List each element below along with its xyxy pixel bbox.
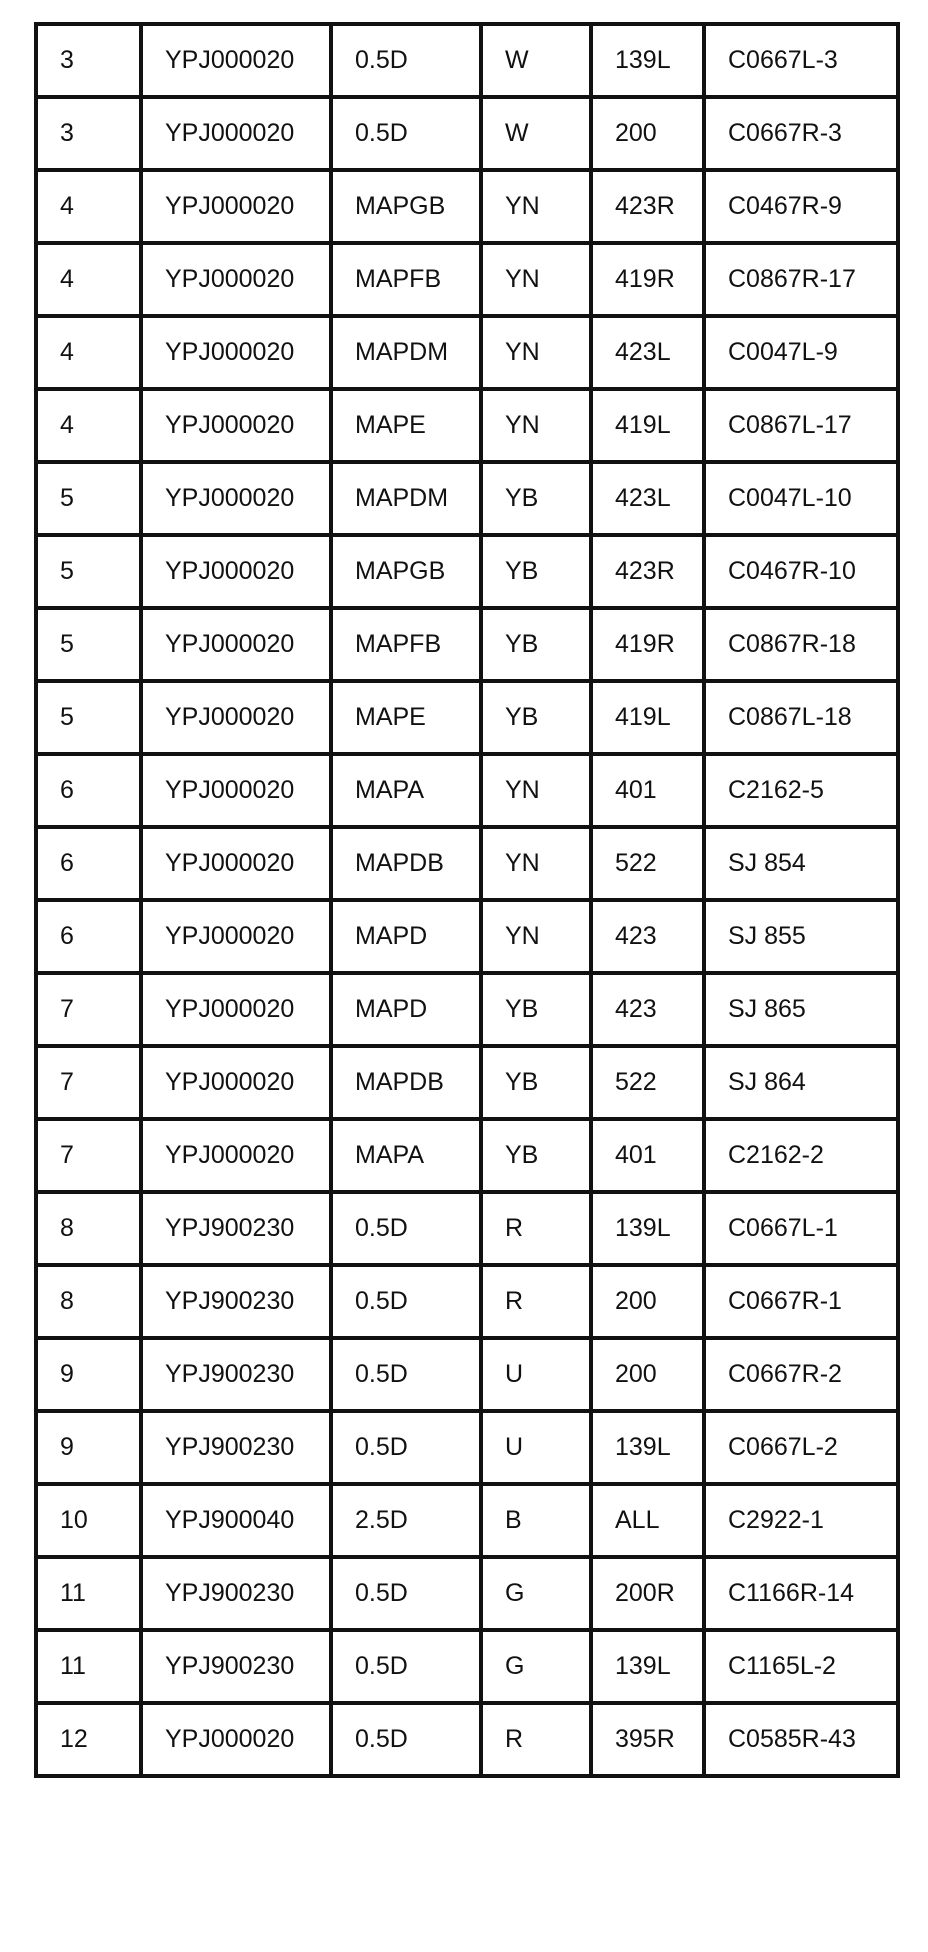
group-cell: 5 xyxy=(36,535,141,608)
type-cell: 0.5D xyxy=(331,1338,481,1411)
table-body xyxy=(36,24,898,1776)
table-row xyxy=(36,1557,898,1630)
code-cell: YB xyxy=(481,973,591,1046)
part-number-cell: YPJ000020 xyxy=(141,462,331,535)
type-cell: MAPE xyxy=(331,681,481,754)
group-cell: 9 xyxy=(36,1338,141,1411)
part-number-cell: YPJ000020 xyxy=(141,681,331,754)
size-cell: 200 xyxy=(591,1338,704,1411)
code-cell: R xyxy=(481,1265,591,1338)
table-row xyxy=(36,97,898,170)
type-cell: 0.5D xyxy=(331,1192,481,1265)
group-cell: 10 xyxy=(36,1484,141,1557)
part-number-cell: YPJ000020 xyxy=(141,24,331,97)
group-cell: 4 xyxy=(36,170,141,243)
type-cell: MAPFB xyxy=(331,608,481,681)
type-cell: MAPGB xyxy=(331,170,481,243)
group-cell: 11 xyxy=(36,1557,141,1630)
type-cell: 0.5D xyxy=(331,24,481,97)
group-cell: 4 xyxy=(36,389,141,462)
type-cell: MAPA xyxy=(331,1119,481,1192)
table-row xyxy=(36,1265,898,1338)
code-cell: YB xyxy=(481,681,591,754)
reference-cell: C0585R-43 xyxy=(704,1703,898,1776)
group-cell: 6 xyxy=(36,754,141,827)
type-cell: 0.5D xyxy=(331,1557,481,1630)
table-row xyxy=(36,1192,898,1265)
table-row xyxy=(36,754,898,827)
reference-cell: C2922-1 xyxy=(704,1484,898,1557)
code-cell: U xyxy=(481,1338,591,1411)
group-cell: 7 xyxy=(36,1119,141,1192)
part-number-cell: YPJ900230 xyxy=(141,1265,331,1338)
table-row xyxy=(36,1484,898,1557)
group-cell: 8 xyxy=(36,1192,141,1265)
group-cell: 3 xyxy=(36,97,141,170)
table-row xyxy=(36,389,898,462)
part-number-cell: YPJ000020 xyxy=(141,754,331,827)
group-cell: 3 xyxy=(36,24,141,97)
group-cell: 9 xyxy=(36,1411,141,1484)
code-cell: R xyxy=(481,1192,591,1265)
size-cell: 419L xyxy=(591,389,704,462)
part-number-cell: YPJ900040 xyxy=(141,1484,331,1557)
type-cell: 0.5D xyxy=(331,97,481,170)
size-cell: 139L xyxy=(591,1192,704,1265)
table-row xyxy=(36,1046,898,1119)
type-cell: 2.5D xyxy=(331,1484,481,1557)
part-number-cell: YPJ000020 xyxy=(141,316,331,389)
group-cell: 11 xyxy=(36,1630,141,1703)
part-number-cell: YPJ000020 xyxy=(141,535,331,608)
code-cell: YB xyxy=(481,1046,591,1119)
parts-table xyxy=(34,22,900,1778)
reference-cell: C0047L-10 xyxy=(704,462,898,535)
size-cell: 200 xyxy=(591,1265,704,1338)
part-number-cell: YPJ000020 xyxy=(141,1119,331,1192)
part-number-cell: YPJ000020 xyxy=(141,170,331,243)
size-cell: 423R xyxy=(591,170,704,243)
reference-cell: C0047L-9 xyxy=(704,316,898,389)
size-cell: 419R xyxy=(591,608,704,681)
type-cell: MAPA xyxy=(331,754,481,827)
part-number-cell: YPJ000020 xyxy=(141,608,331,681)
reference-cell: SJ 855 xyxy=(704,900,898,973)
size-cell: 423L xyxy=(591,316,704,389)
part-number-cell: YPJ000020 xyxy=(141,1046,331,1119)
table-row xyxy=(36,1703,898,1776)
size-cell: 139L xyxy=(591,1630,704,1703)
size-cell: 200R xyxy=(591,1557,704,1630)
table-row xyxy=(36,608,898,681)
group-cell: 5 xyxy=(36,608,141,681)
size-cell: 423R xyxy=(591,535,704,608)
part-number-cell: YPJ000020 xyxy=(141,827,331,900)
code-cell: YN xyxy=(481,754,591,827)
table-row xyxy=(36,1338,898,1411)
table-row xyxy=(36,973,898,1046)
reference-cell: C0667R-3 xyxy=(704,97,898,170)
reference-cell: C0867L-18 xyxy=(704,681,898,754)
size-cell: 423 xyxy=(591,900,704,973)
size-cell: 401 xyxy=(591,1119,704,1192)
type-cell: MAPDB xyxy=(331,1046,481,1119)
table-row xyxy=(36,827,898,900)
group-cell: 6 xyxy=(36,900,141,973)
code-cell: W xyxy=(481,24,591,97)
reference-cell: C2162-5 xyxy=(704,754,898,827)
code-cell: YN xyxy=(481,170,591,243)
type-cell: 0.5D xyxy=(331,1411,481,1484)
reference-cell: C0667L-3 xyxy=(704,24,898,97)
size-cell: 423L xyxy=(591,462,704,535)
group-cell: 4 xyxy=(36,243,141,316)
part-number-cell: YPJ900230 xyxy=(141,1411,331,1484)
reference-cell: SJ 865 xyxy=(704,973,898,1046)
type-cell: 0.5D xyxy=(331,1630,481,1703)
table-row xyxy=(36,462,898,535)
code-cell: YN xyxy=(481,316,591,389)
type-cell: MAPFB xyxy=(331,243,481,316)
group-cell: 5 xyxy=(36,681,141,754)
type-cell: MAPDM xyxy=(331,462,481,535)
type-cell: MAPDB xyxy=(331,827,481,900)
size-cell: 139L xyxy=(591,1411,704,1484)
part-number-cell: YPJ000020 xyxy=(141,389,331,462)
size-cell: 419L xyxy=(591,681,704,754)
group-cell: 8 xyxy=(36,1265,141,1338)
group-cell: 5 xyxy=(36,462,141,535)
code-cell: YB xyxy=(481,535,591,608)
size-cell: 522 xyxy=(591,827,704,900)
table-row xyxy=(36,1630,898,1703)
group-cell: 6 xyxy=(36,827,141,900)
size-cell: 395R xyxy=(591,1703,704,1776)
code-cell: YN xyxy=(481,827,591,900)
part-number-cell: YPJ000020 xyxy=(141,243,331,316)
reference-cell: C0867L-17 xyxy=(704,389,898,462)
size-cell: 139L xyxy=(591,24,704,97)
reference-cell: C2162-2 xyxy=(704,1119,898,1192)
table-row xyxy=(36,1119,898,1192)
table-row xyxy=(36,681,898,754)
table-row xyxy=(36,535,898,608)
size-cell: ALL xyxy=(591,1484,704,1557)
reference-cell: C0867R-18 xyxy=(704,608,898,681)
type-cell: 0.5D xyxy=(331,1265,481,1338)
size-cell: 522 xyxy=(591,1046,704,1119)
reference-cell: SJ 854 xyxy=(704,827,898,900)
size-cell: 401 xyxy=(591,754,704,827)
reference-cell: C0667R-2 xyxy=(704,1338,898,1411)
group-cell: 4 xyxy=(36,316,141,389)
reference-cell: C1166R-14 xyxy=(704,1557,898,1630)
code-cell: YN xyxy=(481,243,591,316)
reference-cell: C0667L-2 xyxy=(704,1411,898,1484)
reference-cell: C0667R-1 xyxy=(704,1265,898,1338)
part-number-cell: YPJ000020 xyxy=(141,900,331,973)
table-row xyxy=(36,170,898,243)
part-number-cell: YPJ000020 xyxy=(141,973,331,1046)
code-cell: B xyxy=(481,1484,591,1557)
size-cell: 423 xyxy=(591,973,704,1046)
table-row xyxy=(36,1411,898,1484)
reference-cell: SJ 864 xyxy=(704,1046,898,1119)
code-cell: R xyxy=(481,1703,591,1776)
code-cell: YB xyxy=(481,608,591,681)
reference-cell: C0467R-10 xyxy=(704,535,898,608)
type-cell: MAPD xyxy=(331,973,481,1046)
part-number-cell: YPJ900230 xyxy=(141,1630,331,1703)
code-cell: G xyxy=(481,1557,591,1630)
type-cell: MAPDM xyxy=(331,316,481,389)
type-cell: MAPE xyxy=(331,389,481,462)
type-cell: MAPGB xyxy=(331,535,481,608)
table-row xyxy=(36,316,898,389)
size-cell: 419R xyxy=(591,243,704,316)
part-number-cell: YPJ900230 xyxy=(141,1192,331,1265)
size-cell: 200 xyxy=(591,97,704,170)
table-row xyxy=(36,243,898,316)
code-cell: YN xyxy=(481,389,591,462)
part-number-cell: YPJ900230 xyxy=(141,1338,331,1411)
group-cell: 7 xyxy=(36,973,141,1046)
group-cell: 7 xyxy=(36,1046,141,1119)
group-cell: 12 xyxy=(36,1703,141,1776)
code-cell: YN xyxy=(481,900,591,973)
reference-cell: C0467R-9 xyxy=(704,170,898,243)
code-cell: YB xyxy=(481,462,591,535)
code-cell: U xyxy=(481,1411,591,1484)
code-cell: W xyxy=(481,97,591,170)
code-cell: YB xyxy=(481,1119,591,1192)
part-number-cell: YPJ900230 xyxy=(141,1557,331,1630)
table-row xyxy=(36,900,898,973)
code-cell: G xyxy=(481,1630,591,1703)
part-number-cell: YPJ000020 xyxy=(141,97,331,170)
reference-cell: C0867R-17 xyxy=(704,243,898,316)
type-cell: 0.5D xyxy=(331,1703,481,1776)
reference-cell: C0667L-1 xyxy=(704,1192,898,1265)
reference-cell: C1165L-2 xyxy=(704,1630,898,1703)
table-row xyxy=(36,24,898,97)
type-cell: MAPD xyxy=(331,900,481,973)
part-number-cell: YPJ000020 xyxy=(141,1703,331,1776)
